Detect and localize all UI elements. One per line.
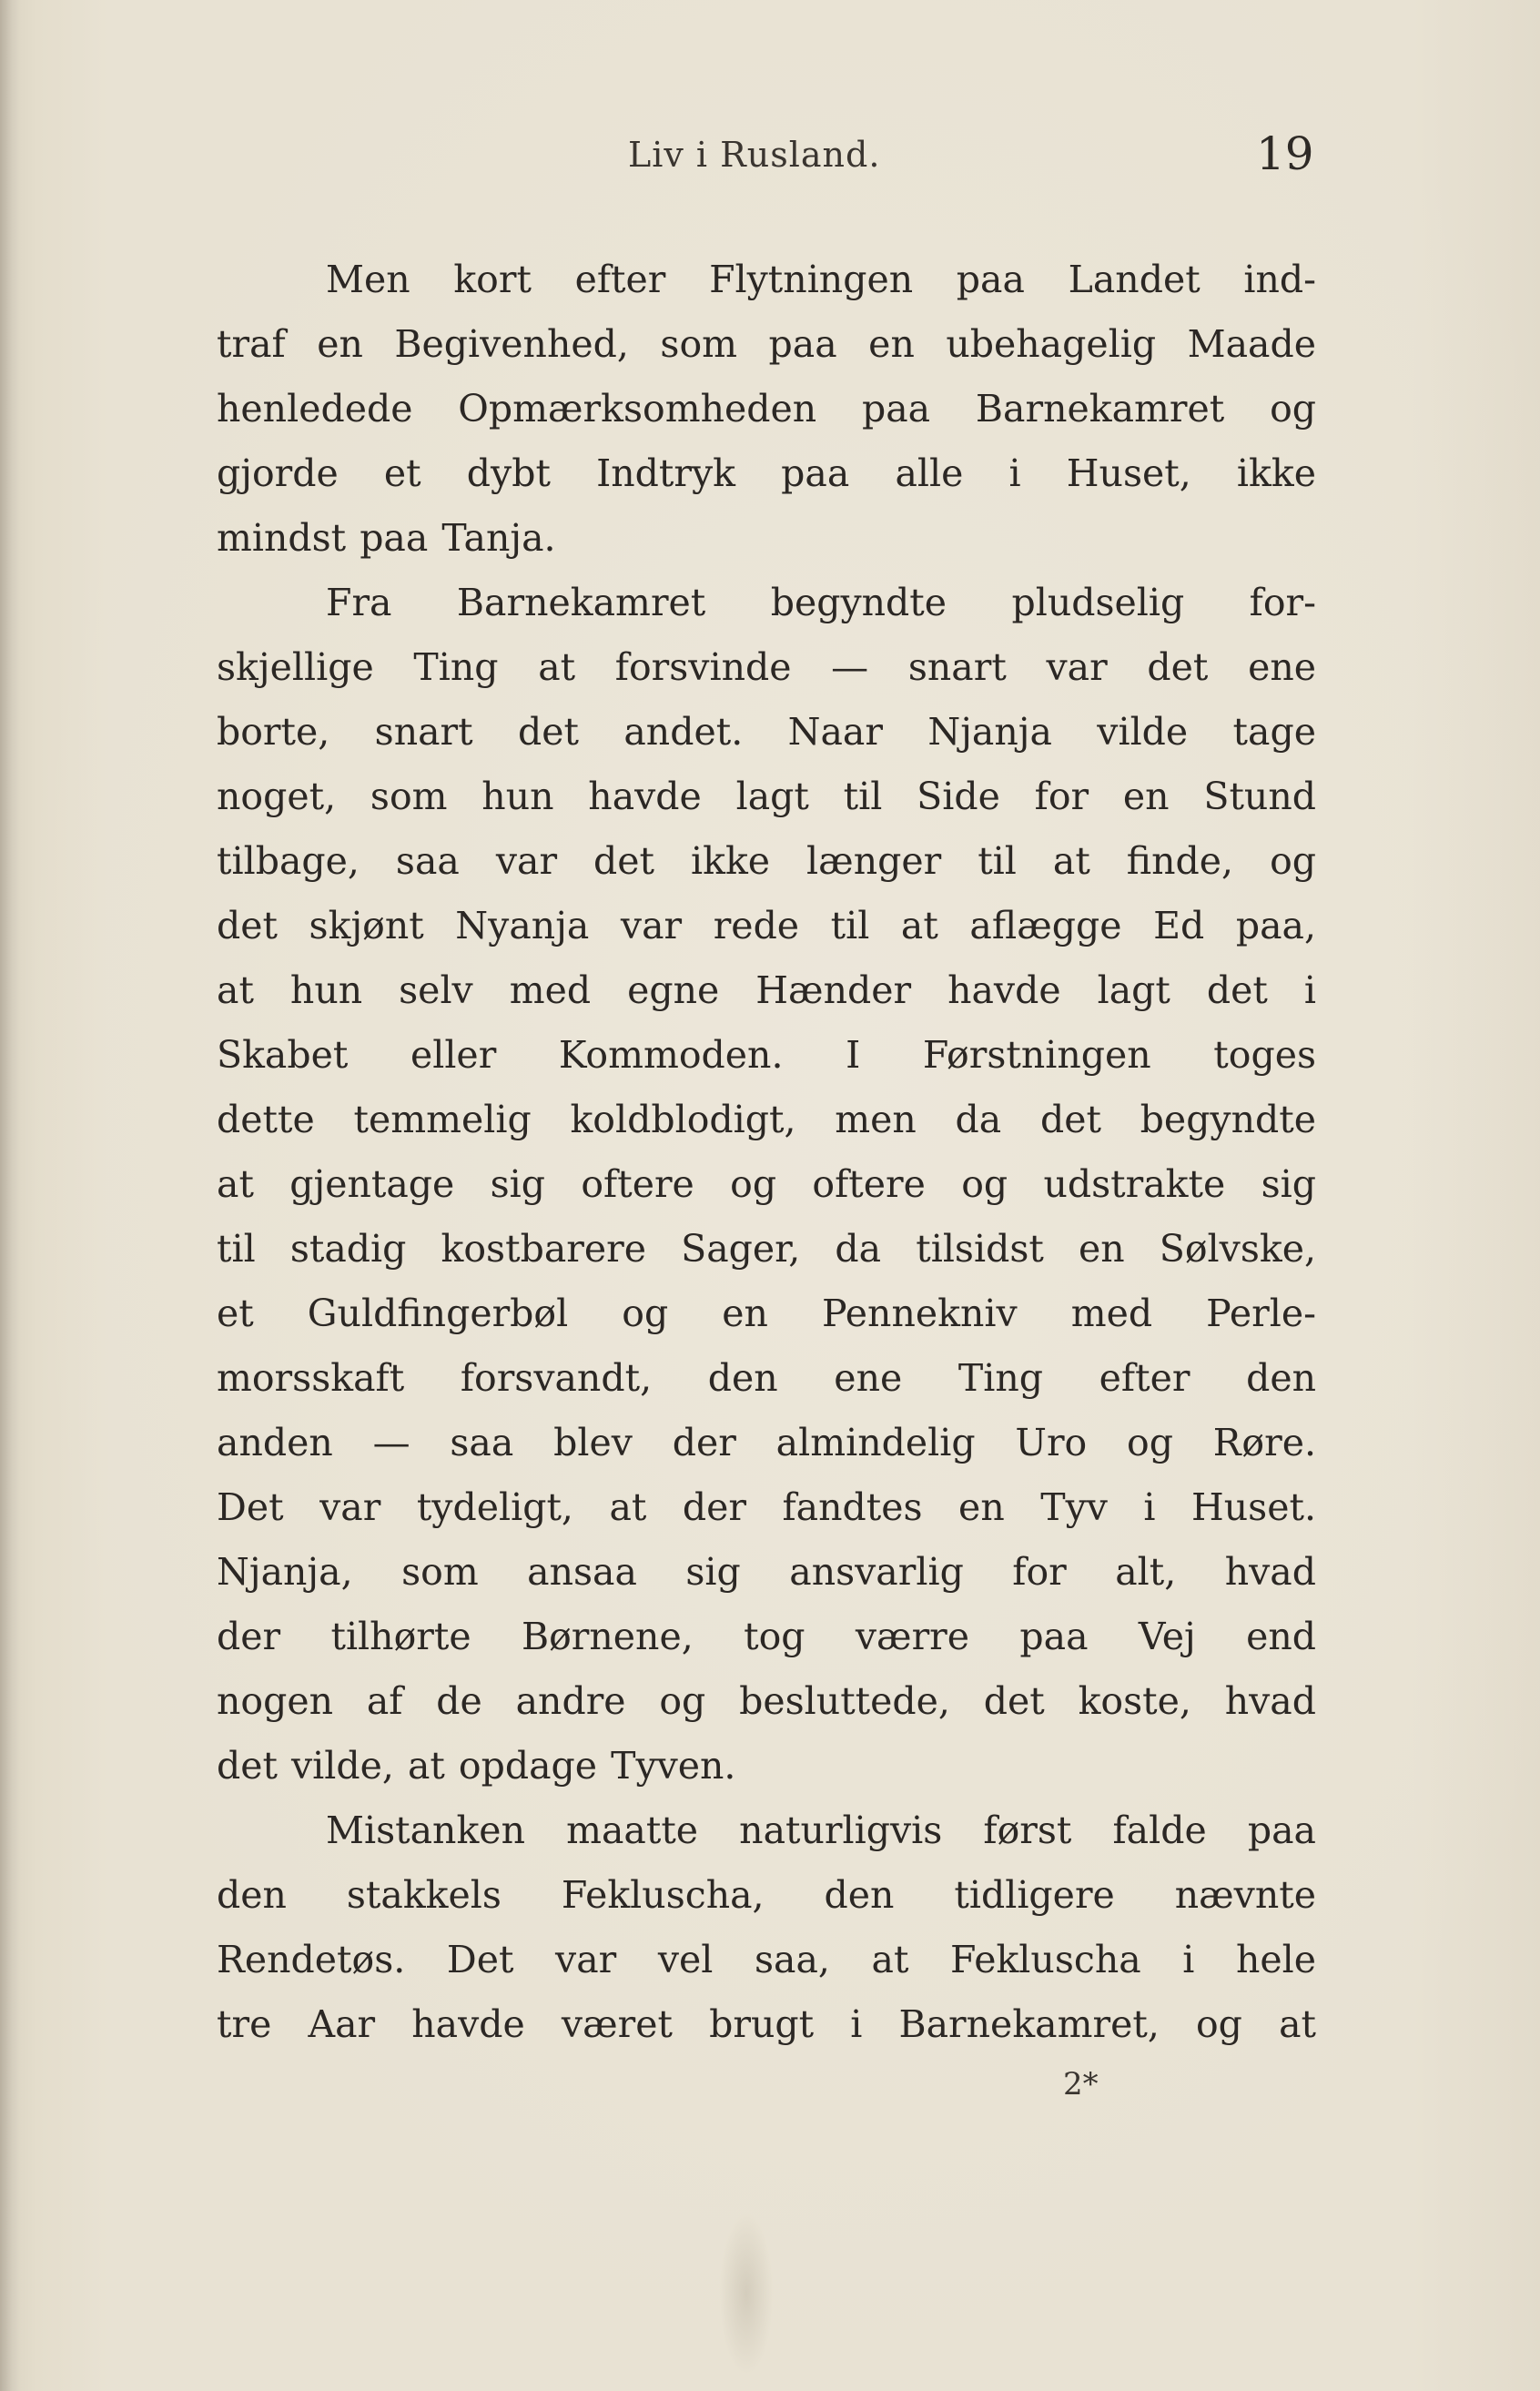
text-line: det vilde, at opdage Tyven. bbox=[217, 1744, 736, 1788]
text-line: gjorde et dybt Indtryk paa alle i Huset, ikke bbox=[217, 451, 1316, 495]
text-line: Men kort efter Flytningen paa Landet ind- bbox=[326, 258, 1316, 301]
text-line: der tilhørte Børnene, tog værre paa Vej end bbox=[217, 1615, 1316, 1658]
text-line: anden — saa blev der almindelig Uro og Røre. bbox=[217, 1421, 1316, 1464]
text-line: Skabet eller Kommoden. I Førstningen toges bbox=[217, 1033, 1316, 1077]
text-line: tre Aar havde været brugt i Barnekamret, og at bbox=[217, 2002, 1316, 2046]
text-line: tilbage, saa var det ikke længer til at finde, og bbox=[217, 839, 1316, 883]
text-line: borte, snart det andet. Naar Njanja vilde tage bbox=[217, 710, 1316, 754]
text-line: mindst paa Tanja. bbox=[217, 516, 556, 560]
text-line: Fra Barnekamret begyndte pludselig for- bbox=[326, 581, 1316, 624]
text-line: skjellige Ting at forsvinde — snart var det ene bbox=[217, 645, 1316, 689]
text-line: det skjønt Nyanja var rede til at aflægge Ed paa, bbox=[217, 904, 1316, 947]
text-line: traf en Begivenhed, som paa en ubehagelig Maade bbox=[217, 322, 1316, 366]
text-line: at gjentage sig oftere og oftere og udstrakte sig bbox=[217, 1162, 1316, 1206]
text-line: Rendetøs. Det var vel saa, at Fekluscha i hele bbox=[217, 1938, 1316, 1981]
text-line: henledede Opmærksomheden paa Barnekamret og bbox=[217, 387, 1316, 431]
text-line: den stakkels Fekluscha, den tidligere nævnte bbox=[217, 1873, 1316, 1917]
text-line: dette temmelig koldblodigt, men da det begyndte bbox=[217, 1098, 1316, 1141]
text-line: Det var tydeligt, at der fandtes en Tyv i Huset. bbox=[217, 1485, 1316, 1529]
text-line: Njanja, som ansaa sig ansvarlig for alt, hvad bbox=[217, 1550, 1316, 1594]
text-line: Mistanken maatte naturligvis først falde paa bbox=[326, 1808, 1316, 1852]
paper-stain bbox=[719, 2212, 774, 2376]
page-edge-shadow bbox=[0, 0, 20, 2391]
body-text bbox=[217, 248, 1316, 2057]
text-line: at hun selv med egne Hænder havde lagt det i bbox=[217, 968, 1316, 1012]
text-line: nogen af de andre og besluttede, det koste, hvad bbox=[217, 1679, 1316, 1723]
text-line: noget, som hun havde lagt til Side for en Stund bbox=[217, 775, 1316, 818]
text-line: morsskaft forsvandt, den ene Ting efter den bbox=[217, 1356, 1316, 1400]
text-line: et Guldfingerbøl og en Pennekniv med Perle- bbox=[217, 1292, 1316, 1335]
page-number: 19 bbox=[1256, 127, 1314, 180]
running-title: Liv i Rusland. bbox=[628, 135, 881, 175]
text-line: til stadig kostbarere Sager, da tilsidst en Sølvske, bbox=[217, 1227, 1316, 1271]
signature-mark: 2* bbox=[1063, 2066, 1099, 2102]
